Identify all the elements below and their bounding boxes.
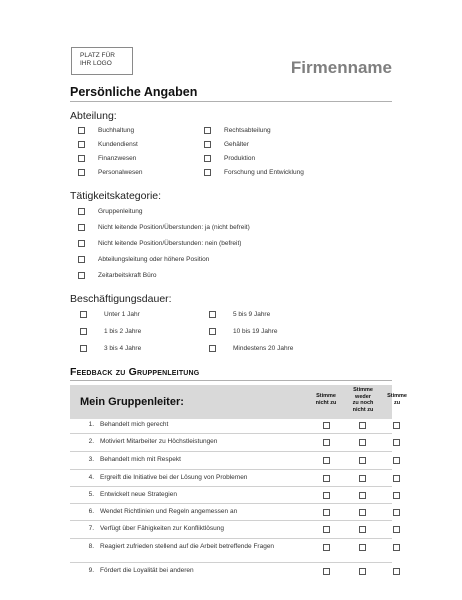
checkbox-payroll[interactable] bbox=[204, 141, 211, 148]
checkbox-neutral[interactable] bbox=[359, 475, 366, 482]
question-text: Fördert die Loyalität bei anderen bbox=[100, 567, 194, 574]
column-header-disagree-line-1: Stimme bbox=[316, 393, 336, 399]
question-number: 7. bbox=[88, 525, 94, 532]
label-tenure-1-2: 1 bis 2 Jahre bbox=[104, 328, 142, 335]
checkbox-temp-office[interactable] bbox=[78, 272, 85, 279]
checkbox-disagree[interactable] bbox=[323, 509, 330, 516]
column-header-neutral-line-4: nicht zu bbox=[352, 406, 374, 413]
checkbox-disagree[interactable] bbox=[323, 457, 330, 464]
feedback-divider bbox=[70, 380, 392, 381]
label-tenure-3-4: 3 bis 4 Jahre bbox=[104, 345, 142, 352]
checkbox-agree[interactable] bbox=[393, 422, 400, 429]
checkbox-agree[interactable] bbox=[393, 544, 400, 551]
checkbox-production[interactable] bbox=[204, 155, 211, 162]
checkbox-nonexempt[interactable] bbox=[78, 224, 85, 231]
question-number: 2. bbox=[88, 438, 94, 445]
checkbox-tenure-1-2[interactable] bbox=[80, 328, 87, 335]
checkbox-neutral[interactable] bbox=[359, 422, 366, 429]
column-header-neutral-line-2: weder bbox=[355, 393, 371, 400]
checkbox-accounting[interactable] bbox=[78, 127, 85, 134]
label-team-lead: Gruppenleitung bbox=[98, 208, 143, 215]
label-production: Produktion bbox=[224, 155, 256, 162]
question-number: 4. bbox=[88, 474, 94, 481]
label-research: Forschung und Entwicklung bbox=[224, 169, 304, 176]
checkbox-disagree[interactable] bbox=[323, 526, 330, 533]
checkbox-agree[interactable] bbox=[393, 509, 400, 516]
question-text: Verfügt über Fähigkeiten zur Konfliktlösung bbox=[100, 525, 224, 532]
row-divider bbox=[70, 503, 392, 504]
checkbox-tenure-3-4[interactable] bbox=[80, 345, 87, 352]
label-nonexempt: Nicht leitende Position/Überstunden: ja (nicht befreit) bbox=[98, 224, 250, 231]
checkbox-tenure-10-19[interactable] bbox=[209, 328, 216, 335]
checkbox-disagree[interactable] bbox=[323, 492, 330, 499]
question-number: 9. bbox=[88, 567, 94, 574]
column-header-agree-line-1: Stimme bbox=[387, 393, 407, 399]
department-heading: Abteilung: bbox=[70, 110, 117, 122]
checkbox-disagree[interactable] bbox=[323, 475, 330, 482]
question-text: Wendet Richtlinien und Regeln angemessen an bbox=[100, 508, 238, 515]
checkbox-tenure-5-9[interactable] bbox=[209, 311, 216, 318]
checkbox-neutral[interactable] bbox=[359, 509, 366, 516]
question-text: Reagiert zufrieden stellend auf die Arbeit betreffende Fragen bbox=[100, 543, 275, 550]
checkbox-exempt[interactable] bbox=[78, 240, 85, 247]
checkbox-agree[interactable] bbox=[393, 439, 400, 446]
job-category-heading: Tätigkeitskategorie: bbox=[70, 190, 162, 202]
tenure-heading: Beschäftigungsdauer: bbox=[70, 293, 172, 305]
checkbox-team-lead[interactable] bbox=[78, 208, 85, 215]
label-payroll: Gehälter bbox=[224, 141, 249, 148]
logo-placeholder bbox=[71, 47, 133, 75]
logo-line-2: IHR LOGO bbox=[80, 60, 112, 67]
checkbox-neutral[interactable] bbox=[359, 439, 366, 446]
section-title-personal: Persönliche Angaben bbox=[70, 85, 198, 99]
label-hr: Personalwesen bbox=[98, 169, 143, 176]
row-divider bbox=[70, 469, 392, 470]
label-tenure-10-19: 10 bis 19 Jahre bbox=[233, 328, 278, 335]
label-temp-office: Zeitarbeitskraft Büro bbox=[98, 272, 157, 279]
label-customer-service: Kundendienst bbox=[98, 141, 138, 148]
label-legal: Rechtsabteilung bbox=[224, 127, 271, 134]
checkbox-tenure-20-plus[interactable] bbox=[209, 345, 216, 352]
section-divider bbox=[70, 101, 392, 102]
question-text: Motiviert Mitarbeiter zu Höchstleistungen bbox=[100, 438, 218, 445]
checkbox-department-head[interactable] bbox=[78, 256, 85, 263]
checkbox-disagree[interactable] bbox=[323, 544, 330, 551]
column-header-neutral bbox=[345, 387, 381, 413]
checkbox-neutral[interactable] bbox=[359, 457, 366, 464]
label-department-head: Abteilungsleitung oder höhere Position bbox=[98, 256, 210, 263]
checkbox-research[interactable] bbox=[204, 169, 211, 176]
label-tenure-under-1: Unter 1 Jahr bbox=[104, 311, 140, 318]
row-divider bbox=[70, 538, 392, 539]
column-header-neutral-line-3: zu noch bbox=[352, 400, 374, 406]
question-number: 5. bbox=[88, 491, 94, 498]
row-divider bbox=[70, 486, 392, 487]
checkbox-neutral[interactable] bbox=[359, 568, 366, 575]
checkbox-hr[interactable] bbox=[78, 169, 85, 176]
checkbox-neutral[interactable] bbox=[359, 544, 366, 551]
row-divider bbox=[70, 451, 392, 452]
label-exempt: Nicht leitende Position/Überstunden: nein (befreit) bbox=[98, 240, 242, 247]
column-header-neutral-line-1: Stimme bbox=[353, 387, 373, 393]
column-header-disagree bbox=[309, 393, 343, 406]
checkbox-agree[interactable] bbox=[393, 492, 400, 499]
row-divider bbox=[70, 433, 392, 434]
checkbox-agree[interactable] bbox=[393, 475, 400, 482]
table-title: Mein Gruppenleiter: bbox=[80, 396, 184, 408]
logo-line-1: PLATZ FÜR bbox=[80, 52, 115, 59]
question-text: Behandelt mich gerecht bbox=[100, 421, 169, 428]
column-header-disagree-line-2: nicht zu bbox=[315, 399, 337, 406]
question-text: Ergreift die Initiative bei der Lösung von Problemen bbox=[100, 474, 248, 481]
checkbox-disagree[interactable] bbox=[323, 439, 330, 446]
question-number: 1. bbox=[88, 421, 94, 428]
checkbox-customer-service[interactable] bbox=[78, 141, 85, 148]
question-text: Entwickelt neue Strategien bbox=[100, 491, 177, 498]
section-title-feedback: Feedback zu Gruppenleitung bbox=[70, 366, 200, 378]
checkbox-agree[interactable] bbox=[393, 457, 400, 464]
checkbox-agree[interactable] bbox=[393, 568, 400, 575]
column-header-agree bbox=[381, 393, 413, 406]
checkbox-disagree[interactable] bbox=[323, 568, 330, 575]
question-number: 3. bbox=[88, 456, 94, 463]
label-accounting: Buchhaltung bbox=[98, 127, 135, 134]
question-number: 6. bbox=[88, 508, 94, 515]
label-finance: Finanzwesen bbox=[98, 155, 137, 162]
checkbox-neutral[interactable] bbox=[359, 492, 366, 499]
company-name: Firmenname bbox=[290, 58, 392, 77]
checkbox-finance[interactable] bbox=[78, 155, 85, 162]
label-tenure-20-plus: Mindestens 20 Jahre bbox=[233, 345, 294, 352]
checkbox-neutral[interactable] bbox=[359, 526, 366, 533]
checkbox-disagree[interactable] bbox=[323, 422, 330, 429]
row-divider bbox=[70, 520, 392, 521]
checkbox-agree[interactable] bbox=[393, 526, 400, 533]
label-tenure-5-9: 5 bis 9 Jahre bbox=[233, 311, 271, 318]
question-text: Behandelt mich mit Respekt bbox=[100, 456, 181, 463]
checkbox-tenure-under-1[interactable] bbox=[80, 311, 87, 318]
row-divider bbox=[70, 562, 392, 563]
column-header-agree-line-2: zu bbox=[393, 399, 401, 406]
question-number: 8. bbox=[88, 543, 94, 550]
checkbox-legal[interactable] bbox=[204, 127, 211, 134]
